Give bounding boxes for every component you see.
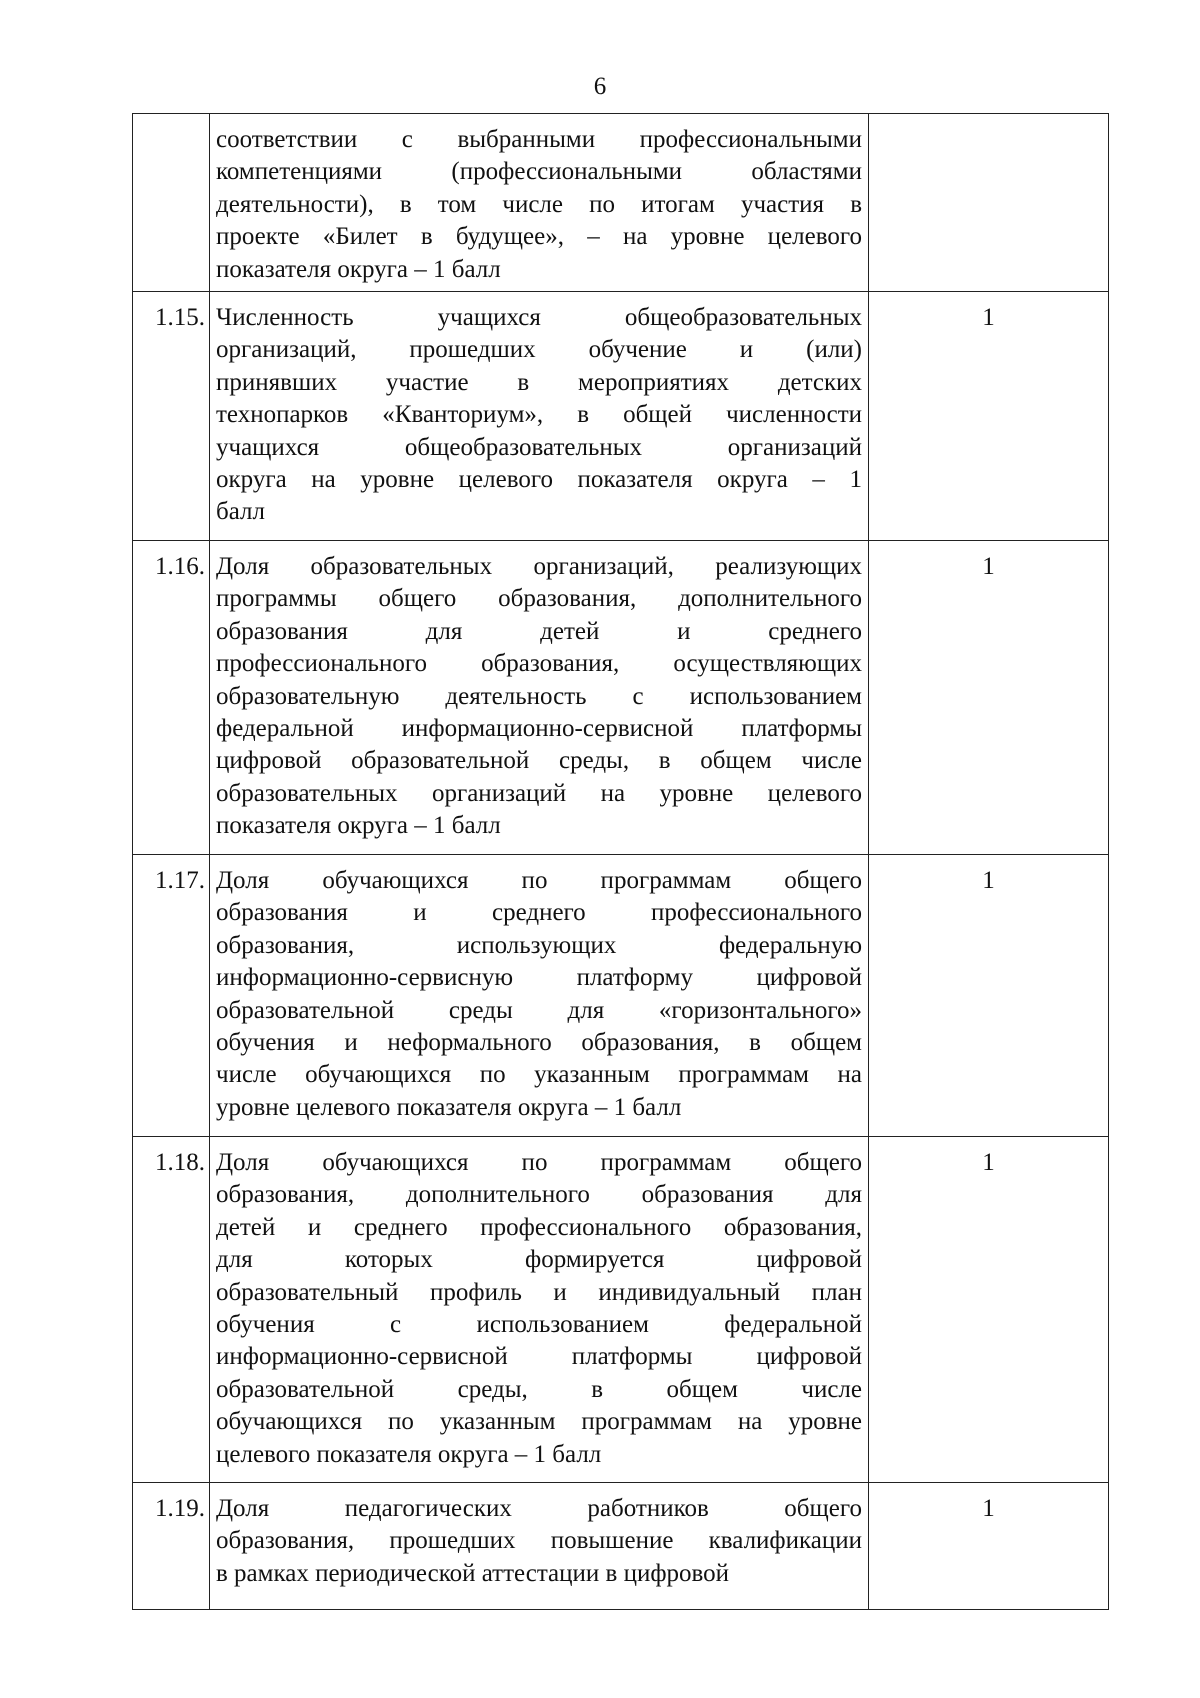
text-line: обучения и неформального образования, в общем (216, 1029, 862, 1057)
criterion-text (210, 114, 869, 292)
text-line: уровне целевого показателя округа – 1 балл (216, 1093, 682, 1121)
text-line: компетенциями (профессиональными областями (216, 158, 862, 186)
text-line: числе обучающихся по указанным программам на (216, 1061, 862, 1089)
table-row (133, 1137, 1109, 1483)
text-line: Доля обучающихся по программам общего (216, 867, 862, 894)
text-line: проекте «Билет в будущее», – на уровне целевого (216, 223, 862, 251)
text-line: Доля образовательных организаций, реализующих (216, 553, 862, 580)
criterion-text (210, 855, 869, 1137)
item-number: 1.16. (133, 541, 210, 855)
text-line: Доля обучающихся по программам общего (216, 1149, 862, 1176)
criteria-table (132, 113, 1109, 1610)
text-line: соответствии с выбранными профессиональными (216, 126, 862, 153)
text-line: целевого показателя округа – 1 балл (216, 1440, 602, 1468)
item-number: 1.18. (133, 1137, 210, 1483)
text-line: образования, прошедших повышение квалификации (216, 1527, 862, 1555)
criterion-text (210, 541, 869, 855)
text-line: обучения с использованием федеральной (216, 1311, 862, 1339)
text-line: для которых формируется цифровой (216, 1246, 862, 1274)
score-value: 1 (869, 1483, 1109, 1610)
text-line: профессионального образования, осуществляющих (216, 650, 862, 678)
text-line: принявших участие в мероприятиях детских (216, 368, 862, 396)
text-line: организаций, прошедших обучение и (или) (216, 336, 862, 364)
item-number: 1.19. (133, 1483, 210, 1610)
score-value: 1 (869, 541, 1109, 855)
criterion-text (210, 1137, 869, 1483)
text-line: учащихся общеобразовательных организаций (216, 433, 862, 461)
item-number: 1.17. (133, 855, 210, 1137)
table-row (133, 292, 1109, 541)
score-value: 1 (869, 292, 1109, 541)
page-number: 6 (593, 73, 607, 100)
text-line: показателя округа – 1 балл (216, 812, 501, 840)
table-row (133, 1483, 1109, 1610)
score-value: 1 (869, 1137, 1109, 1483)
text-line: технопарков «Кванториум», в общей численности (216, 401, 862, 429)
item-number (133, 114, 210, 292)
text-line: образовательный профиль и индивидуальный план (216, 1278, 862, 1306)
text-line: образовательной среды, в общем числе (216, 1375, 862, 1403)
text-line: цифровой образовательной среды, в общем числе (216, 747, 862, 775)
table-row (133, 114, 1109, 292)
text-line: информационно-сервисной платформы цифровой (216, 1343, 862, 1371)
text-line: федеральной информационно-сервисной платформы (216, 715, 862, 743)
text-line: детей и среднего профессионального образования, (216, 1213, 862, 1241)
text-line: в рамках периодической аттестации в цифровой (216, 1559, 730, 1587)
score-value (869, 114, 1109, 292)
table-row (133, 541, 1109, 855)
criterion-text (210, 1483, 869, 1610)
text-line: Численность учащихся общеобразовательных (216, 304, 862, 331)
score-value: 1 (869, 855, 1109, 1137)
text-line: информационно-сервисную платформу цифровой (216, 964, 862, 992)
text-line: образовательной среды для «горизонтального» (216, 996, 862, 1024)
text-line: образования, дополнительного образования для (216, 1181, 862, 1209)
text-line: деятельности), в том числе по итогам участия в (216, 190, 862, 218)
text-line: образовательных организаций на уровне целевого (216, 779, 862, 807)
text-line: округа на уровне целевого показателя округа – 1 (216, 466, 862, 494)
text-line: образовательную деятельность с использованием (216, 682, 862, 710)
text-line: образования и среднего профессионального (216, 899, 862, 927)
text-line: показателя округа – 1 балл (216, 255, 501, 283)
text-line: программы общего образования, дополнительного (216, 585, 862, 613)
text-line: образования для детей и среднего (216, 617, 862, 645)
text-line: балл (216, 498, 265, 526)
text-line: образования, использующих федеральную (216, 931, 862, 959)
item-number: 1.15. (133, 292, 210, 541)
criterion-text (210, 292, 869, 541)
table-row (133, 855, 1109, 1137)
text-line: обучающихся по указанным программам на уровне (216, 1408, 862, 1436)
text-line: Доля педагогических работников общего (216, 1495, 862, 1522)
